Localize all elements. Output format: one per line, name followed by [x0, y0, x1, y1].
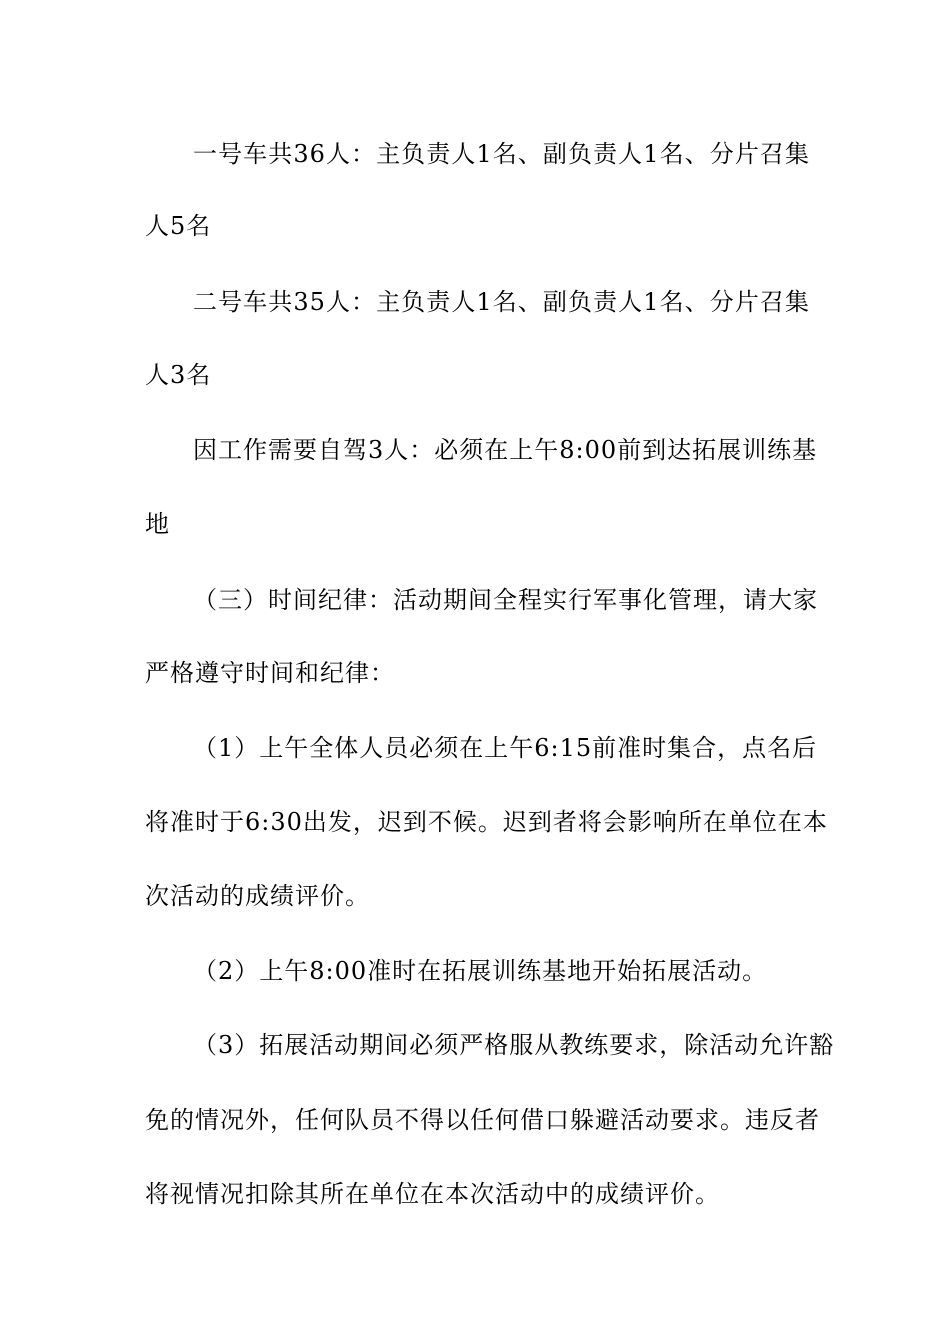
text-line: 人3名 — [145, 361, 212, 389]
text-line: 将视情况扣除其所在单位在本次活动中的成绩评价。 — [145, 1180, 720, 1208]
text-line: 二号车共35人：主负责人1名、副负责人1名、分片召集 — [193, 288, 810, 316]
text-line: 严格遵守时间和纪律： — [145, 659, 395, 687]
text-line: 次活动的成绩评价。 — [145, 882, 370, 910]
text-line: （3）拓展活动期间必须严格服从教练要求，除活动允许豁 — [193, 1031, 835, 1059]
text-line: 一号车共36人：主负责人1名、副负责人1名、分片召集 — [193, 140, 810, 168]
text-line: 免的情况外，任何队员不得以任何借口躲避活动要求。违反者 — [145, 1106, 820, 1134]
text-line: （2）上午8:00准时在拓展训练基地开始拓展活动。 — [193, 957, 768, 985]
section-heading-line: （三）时间纪律：活动期间全程实行军事化管理，请大家 — [193, 586, 818, 614]
text-line: （1）上午全体人员必须在上午6:15前准时集合，点名后 — [193, 734, 818, 762]
text-line: 因工作需要自驾3人：必须在上午8:00前到达拓展训练基 — [193, 436, 818, 464]
text-line: 人5名 — [145, 212, 212, 240]
text-line: 将准时于6:30出发，迟到不候。迟到者将会影响所在单位在本 — [145, 808, 828, 836]
text-line: 地 — [145, 510, 170, 538]
